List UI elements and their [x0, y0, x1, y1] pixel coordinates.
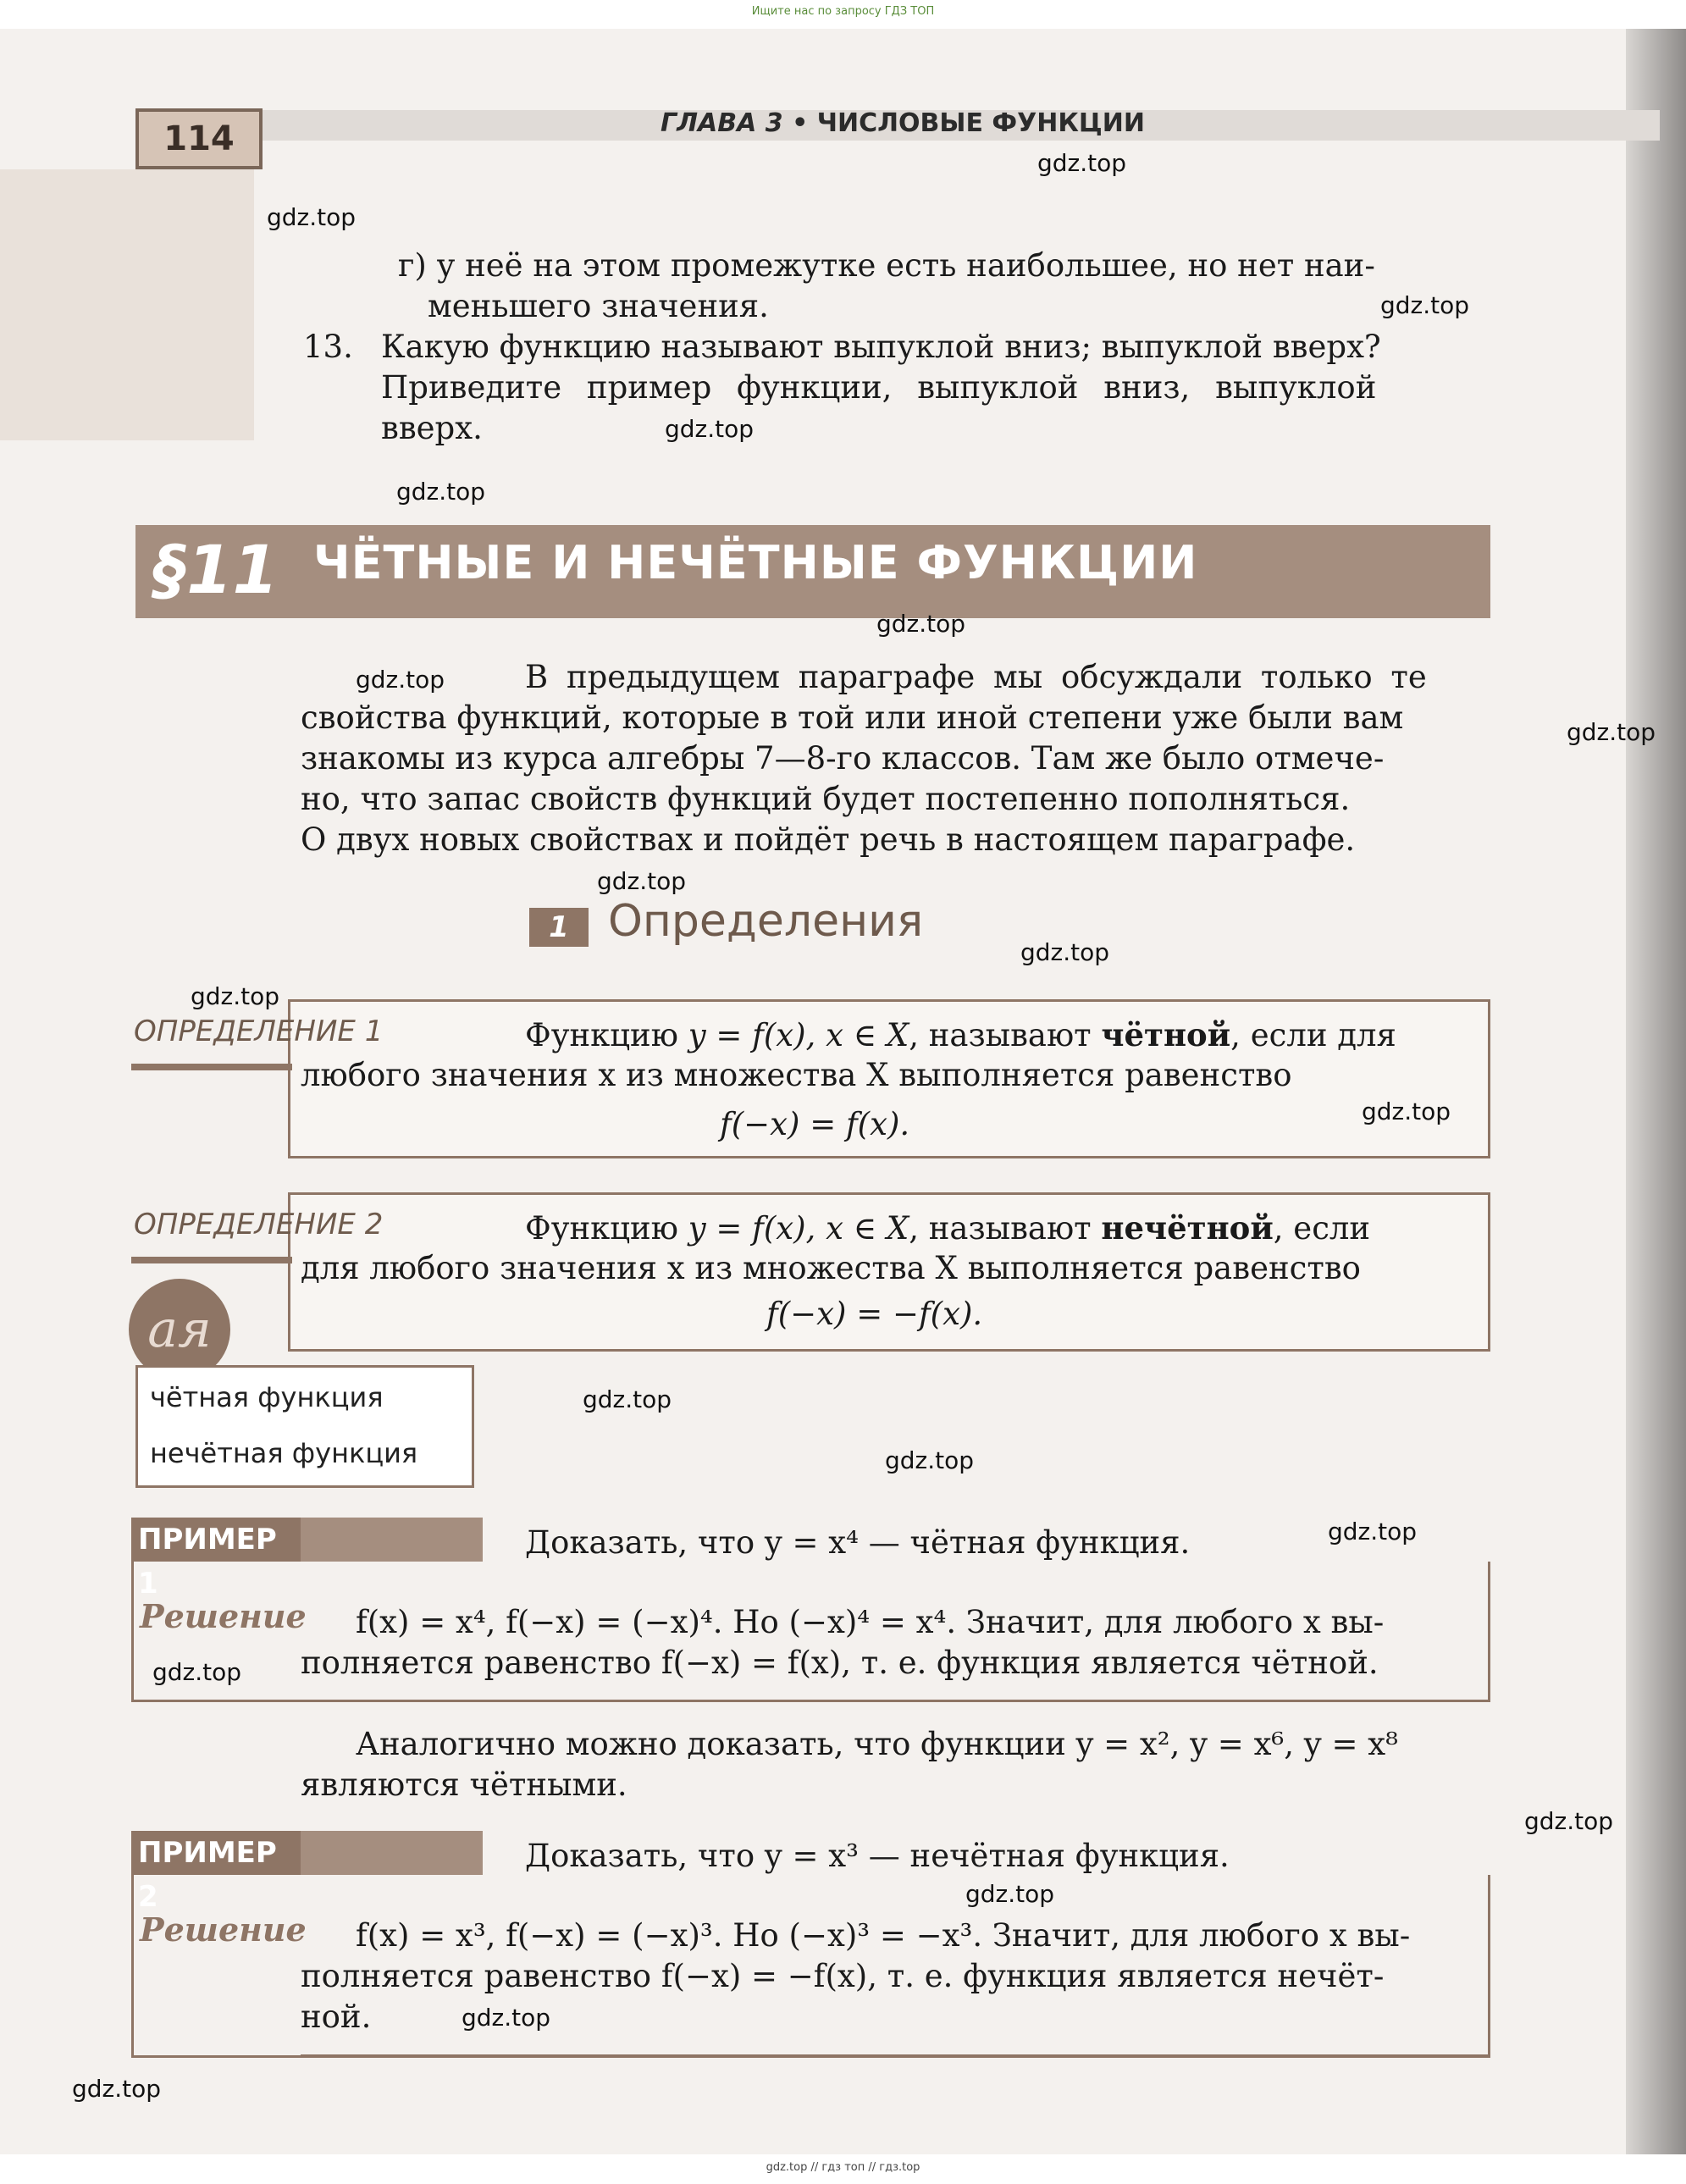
paragraph-line4: но, что запас свойств функций будет постепенно пополняться.: [301, 781, 1351, 817]
vocabulary-icon: aя: [129, 1279, 230, 1380]
section-number: §11: [153, 533, 279, 609]
section-title: ЧЁТНЫЕ И НЕЧЁТНЫЕ ФУНКЦИИ: [313, 536, 1198, 589]
vocab-item-odd: нечётная функция: [150, 1437, 418, 1469]
item-g-line1: г) у неё на этом промежутке есть наибольшее, но нет наи-: [398, 247, 1375, 284]
def1-text-b: , называют: [909, 1017, 1102, 1053]
subsection-number: 1: [529, 908, 589, 947]
watermark: gdz.top: [665, 415, 755, 443]
watermark: gdz.top: [191, 982, 280, 1010]
watermark: gdz.top: [1362, 1098, 1451, 1125]
def2-text-a: Функцию: [525, 1210, 688, 1247]
watermark: gdz.top: [1524, 1807, 1614, 1835]
def1-text-c: , если для: [1230, 1017, 1396, 1053]
subsection-title: Определения: [608, 896, 924, 947]
watermark: gdz.top: [1380, 291, 1470, 319]
watermark: gdz.top: [1037, 149, 1127, 177]
watermark: gdz.top: [965, 1880, 1055, 1908]
example-2-solution-line2: полняется равенство f(−x) = −f(x), т. е. функция является нечёт-: [301, 1958, 1385, 1994]
header-separator: •: [792, 108, 809, 138]
definition-2-bar: [131, 1257, 292, 1263]
example-2-label-bar: [301, 1831, 483, 1875]
watermark: gdz.top: [876, 610, 966, 638]
example-1-solution-line1: f(x) = x⁴, f(−x) = (−x)⁴. Но (−x)⁴ = x⁴. Значит, для любого x вы-: [356, 1604, 1385, 1640]
watermark: gdz.top: [597, 867, 687, 895]
watermark: gdz.top: [152, 1658, 242, 1686]
def2-text-c: , если: [1273, 1210, 1371, 1247]
watermark: gdz.top: [1567, 718, 1656, 746]
example-1-label: ПРИМЕР 1: [131, 1518, 301, 1562]
analog-line2: являются чётными.: [301, 1767, 627, 1803]
def1-text-a: Функцию: [525, 1017, 688, 1053]
definition-1-bar: [131, 1064, 292, 1070]
watermark: gdz.top: [72, 2075, 162, 2103]
analog-line1: Аналогично можно доказать, что функции y = x², y = x⁶, y = x⁸: [356, 1726, 1398, 1762]
def2-math: y = f(x), x ∈ X: [688, 1210, 909, 1247]
page-number: 114: [135, 108, 263, 169]
paragraph-line2: свойства функций, которые в той или иной степени уже были вам: [301, 699, 1404, 736]
bottom-rule: [301, 2054, 1490, 2057]
definition-2-formula: f(−x) = −f(x).: [766, 1296, 983, 1332]
example-1-task: Доказать, что y = x⁴ — чётная функция.: [525, 1524, 1191, 1561]
margin-band: [0, 169, 254, 440]
item-g-line2: меньшего значения.: [428, 288, 769, 324]
watermark: gdz.top: [267, 203, 357, 231]
def1-math: y = f(x), x ∈ X: [688, 1017, 909, 1053]
example-2-task: Доказать, что y = x³ — нечётная функция.: [525, 1838, 1230, 1874]
definition-2-label: ОПРЕДЕЛЕНИЕ 2: [134, 1208, 384, 1241]
watermark: gdz.top: [356, 666, 445, 694]
watermark: gdz.top: [462, 2004, 551, 2032]
paragraph-line3: знакомы из курса алгебры 7—8-го классов. Там же было отмече-: [301, 740, 1385, 777]
vocab-item-even: чётная функция: [150, 1381, 384, 1413]
chapter-label: ГЛАВА 3: [661, 108, 783, 138]
example-2-solution-label: Решение: [140, 1910, 307, 1949]
vocabulary-box: [135, 1365, 474, 1488]
paragraph-line1: В предыдущем параграфе мы обсуждали только те: [525, 659, 1427, 695]
chapter-header: [661, 108, 1145, 151]
question-13-number: 13.: [303, 329, 353, 365]
top-note: Ищите нас по запросу ГДЗ ТОП: [751, 5, 935, 18]
bottom-note: gdz.top // гдз топ // гдз.top: [766, 2161, 920, 2174]
question-13-line1: Какую функцию называют выпуклой вниз; выпуклой вверх?: [381, 329, 1381, 365]
definition-1-line1: [525, 1015, 1396, 1056]
example-2-label: ПРИМЕР 2: [131, 1831, 301, 1875]
definition-2-line1: [525, 1208, 1370, 1249]
definition-1-line2: любого значения x из множества X выполняется равенство: [301, 1057, 1292, 1093]
example-1-label-bar: [301, 1518, 483, 1562]
definition-1-formula: f(−x) = f(x).: [720, 1106, 910, 1142]
chapter-title: ЧИСЛОВЫЕ ФУНКЦИИ: [816, 108, 1145, 138]
watermark: gdz.top: [885, 1446, 975, 1474]
paragraph-line5: О двух новых свойствах и пойдёт речь в настоящем параграфе.: [301, 821, 1356, 858]
watermark: gdz.top: [396, 478, 486, 506]
page-edge-shadow: [1626, 29, 1686, 2154]
watermark: gdz.top: [583, 1385, 672, 1413]
example-1-solution-label: Решение: [140, 1597, 307, 1635]
question-13-line2: Приведите пример функции, выпуклой вниз, выпуклой: [381, 369, 1377, 406]
definition-2-line2: для любого значения x из множества X выполняется равенство: [301, 1250, 1361, 1286]
watermark: gdz.top: [1020, 938, 1110, 966]
def2-term: нечётной: [1101, 1209, 1274, 1247]
example-2-solution-line1: f(x) = x³, f(−x) = (−x)³. Но (−x)³ = −x³. Значит, для любого x вы-: [356, 1917, 1411, 1954]
def2-text-b: , называют: [909, 1210, 1102, 1247]
example-1-solution-line2: полняется равенство f(−x) = f(x), т. е. функция является чётной.: [301, 1645, 1379, 1681]
def1-term: чётной: [1101, 1016, 1231, 1053]
watermark: gdz.top: [1328, 1518, 1418, 1545]
definition-1-label: ОПРЕДЕЛЕНИЕ 1: [134, 1015, 384, 1048]
question-13-line3: вверх.: [381, 410, 483, 446]
example-2-solution-line3: ной.: [301, 1999, 372, 2035]
